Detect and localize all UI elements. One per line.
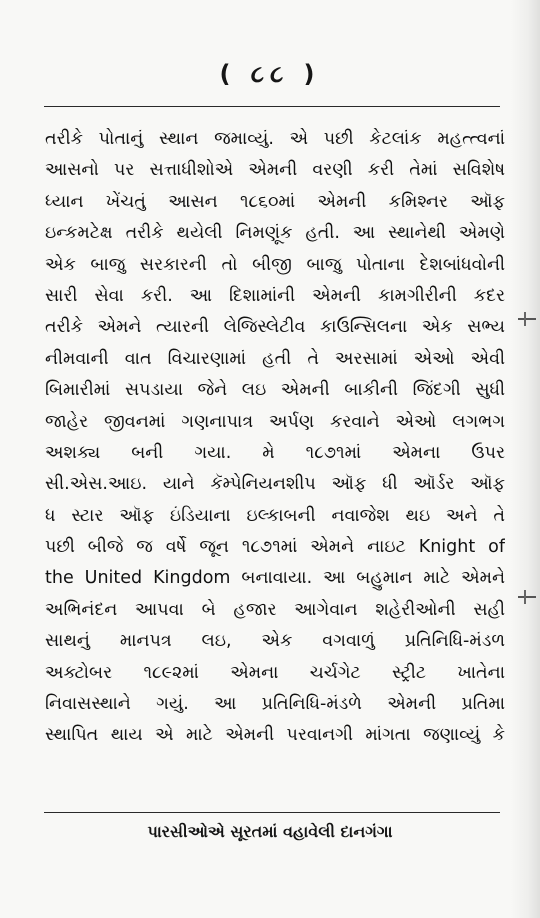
text-line: બિમારીમાં સપડાયા જેને લઇ એમની બાકીની જિંદગી સુધી <box>45 380 505 401</box>
text-line: જાહેર જીવનમાં ગણનાપાત્ર અર્પણ કરવાને એઓ લગભગ <box>45 411 505 432</box>
text-line: એક બાજુ સરકારની તો બીજી બાજુ પોતાના દેશબાંધવોની <box>45 254 505 275</box>
text-line: તરીકે એમને ત્યારની લેજિસ્લેટીવ કાઉન્સિલના એક સભ્ય <box>45 317 505 338</box>
text-line: આસનો પર સત્તાધીશોએ એમની વરણી કરી તેમાં સવિશેષ <box>45 160 505 181</box>
binding-stitch-mark <box>518 318 536 320</box>
text-line: the United Kingdom બનાવાયા. આ બહુમાન માટે એમને <box>45 568 505 589</box>
binding-stitch-mark <box>518 596 536 598</box>
binding-shadow <box>510 0 540 918</box>
text-line: સાથનું માનપત્ર લઇ, એક વગવાળું પ્રતિનિધિ-મંડળ <box>45 631 505 652</box>
text-line: પછી બીજે જ વર્ષે જૂન ૧૮૭૧માં એમને નાઇટ Knight of <box>45 537 505 558</box>
text-line: ધ સ્ટાર ઑફ ઇંડિયાના ઇલ્કાબની નવાજેશ થઇ અને તે <box>45 505 505 526</box>
text-line: તરીકે પોતાનું સ્થાન જમાવ્યું. એ પછી કેટલાંક મહત્ત્વનાં <box>45 129 505 149</box>
text-line: અશક્ય બની ગયા. મે ૧૮૭૧માં એમના ઉપર <box>45 442 505 463</box>
text-line: સી.એસ.આઇ. યાને કૅમ્પેનિયનશીપ ઑફ ધી ઑર્ડર ઑફ <box>45 474 505 495</box>
text-line: નીમવાની વાત વિચારણામાં હતી તે અરસામાં એઓ એવી <box>45 348 505 369</box>
text-line: નિવાસસ્થાને ગયું. આ પ્રતિનિધિ-મંડળે એમની પ્રતિમા <box>45 694 505 715</box>
text-line: સારી સેવા કરી. આ દિશામાંની એમની કામગીરીની કદર <box>45 285 505 306</box>
running-footer-title: પારસીઓએ સૂરતમાં વહાવેલી દાનગંગા <box>147 822 393 841</box>
footer-divider <box>44 812 500 813</box>
page-number: ( ૮૮ ) <box>219 60 321 88</box>
text-line: અક્ટોબર ૧૮૯૨માં એમના ચર્ચગેટ સ્ટ્રીટ ખાતેના <box>45 662 505 683</box>
text-line: ધ્યાન ખેંચતું આસન ૧૮૬૦માં એમની કમિશ્નર ઑફ <box>45 191 505 212</box>
body-text <box>45 124 505 752</box>
text-line: અભિનંદન આપવા બે હજાર આગેવાન શહેરીઓની સહી <box>45 599 505 620</box>
text-line: ઇન્કમટેક્ષ તરીકે થયેલી નિમણૂંક હતી. આ સ્થાનેથી એમણે <box>45 223 505 244</box>
text-line: સ્થાપિત થાય એ માટે એમની પરવાનગી માંગતા જણાવ્યું કે <box>45 725 505 746</box>
header-divider <box>44 106 500 107</box>
